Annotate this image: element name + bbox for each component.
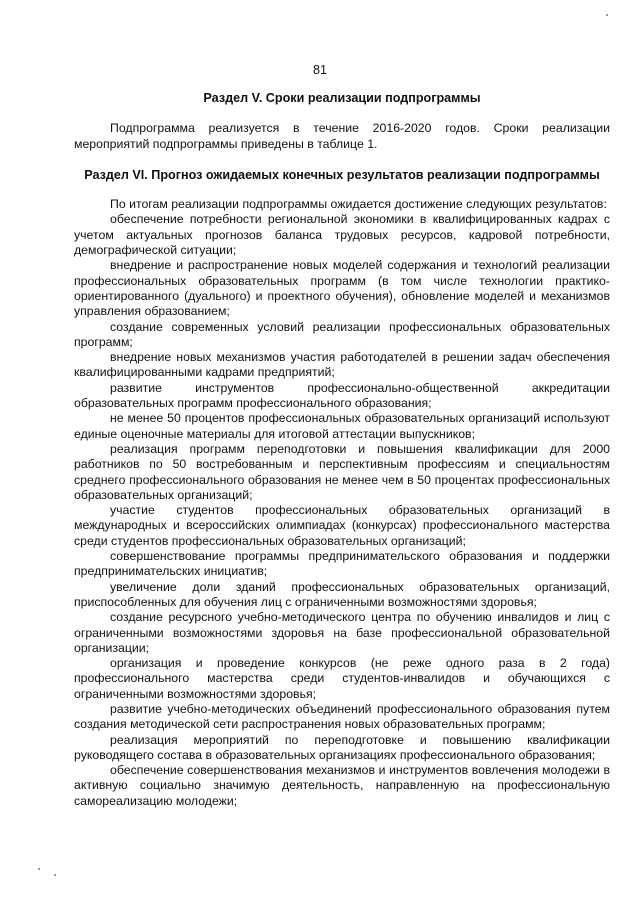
scan-speck	[606, 14, 608, 16]
list-item: внедрение новых механизмов участия работодателей в решении задач обеспечения квалифицированными кадрами предприятий;	[74, 350, 610, 380]
list-item: участие студентов профессиональных образовательных организаций в международных и всероссийских олимпиадах (конкурсах) профессионального мастерства среди студентов профессиональных образовательных организаций;	[74, 503, 610, 548]
section-5-title: Раздел V. Сроки реализации подпрограммы	[203, 91, 481, 105]
list-item: развитие инструментов профессионально-общественной аккредитации образовательных программ профессионального образования;	[74, 380, 610, 411]
list-item: обеспечение потребности региональной экономики в квалифицированных кадрах с учетом актуальных прогнозов баланса трудовых ресурсов, кадровой потребности, демографической ситуации;	[74, 212, 610, 258]
section-5-paragraph: Подпрограмма реализуется в течение 2016-2020 годов. Сроки реализации мероприятий подпрограммы приведены в таблице 1.	[74, 121, 610, 151]
page-number: 81	[313, 63, 327, 77]
list-item: реализация программ переподготовки и повышения квалификации для 2000 работников по 50 востребованным и перспективным профессиям и специальностям среднего профессионального образования не менее чем в 50 процентах профессиональных образовательных организаций;	[74, 441, 610, 502]
list-item: увеличение доли зданий профессиональных образовательных организаций, приспособленных для обучения лиц с ограниченными возможностями здоровья;	[74, 579, 610, 609]
list-item: внедрение и распространение новых моделей содержания и технологий реализации профессиональных образовательных программ (в том числе технологии практико-ориентированного (дуального) и проектного обучения), обновление моделей и механизмов управления образованием;	[74, 258, 610, 319]
list-item: реализация мероприятий по переподготовке и повышению квалификации руководящего состава в образовательных организациях профессионального образования;	[74, 732, 610, 762]
list-item: создание современных условий реализации профессиональных образовательных программ;	[74, 319, 610, 349]
list-item: совершенствование программы предпринимательского образования и поддержки предпринимательских инициатив;	[74, 549, 610, 579]
section-6-title: Раздел VI. Прогноз ожидаемых конечных результатов реализации подпрограммы	[84, 167, 600, 182]
list-item: не менее 50 процентов профессиональных образовательных организаций используют единые оценочные материалы для итоговой аттестации выпускников;	[74, 411, 610, 441]
list-item: создание ресурсного учебно-методического центра по обучению инвалидов и лиц с ограниченными возможностями здоровья на базе профессиональной образовательной организации;	[74, 610, 610, 655]
list-item: обеспечение совершенствования механизмов и инструментов вовлечения молодежи в активную социально значимую деятельность, направленную на профессиональную самореализацию молодежи;	[74, 763, 610, 808]
expected-results-list	[74, 212, 610, 809]
page-content	[74, 91, 610, 809]
section-6-intro: По итогам реализации подпрограммы ожидается достижение следующих результатов:	[110, 197, 607, 212]
list-item: развитие учебно-методических объединений профессионального образования путем создания методической сети распространения новых образовательных программ;	[74, 701, 610, 732]
scan-speck	[38, 868, 40, 870]
list-item: организация и проведение конкурсов (не реже одного раза в 2 года) профессионального мастерства среди студентов-инвалидов и обучающихся с ограниченными возможностями здоровья;	[74, 656, 610, 701]
scan-speck	[54, 874, 56, 876]
